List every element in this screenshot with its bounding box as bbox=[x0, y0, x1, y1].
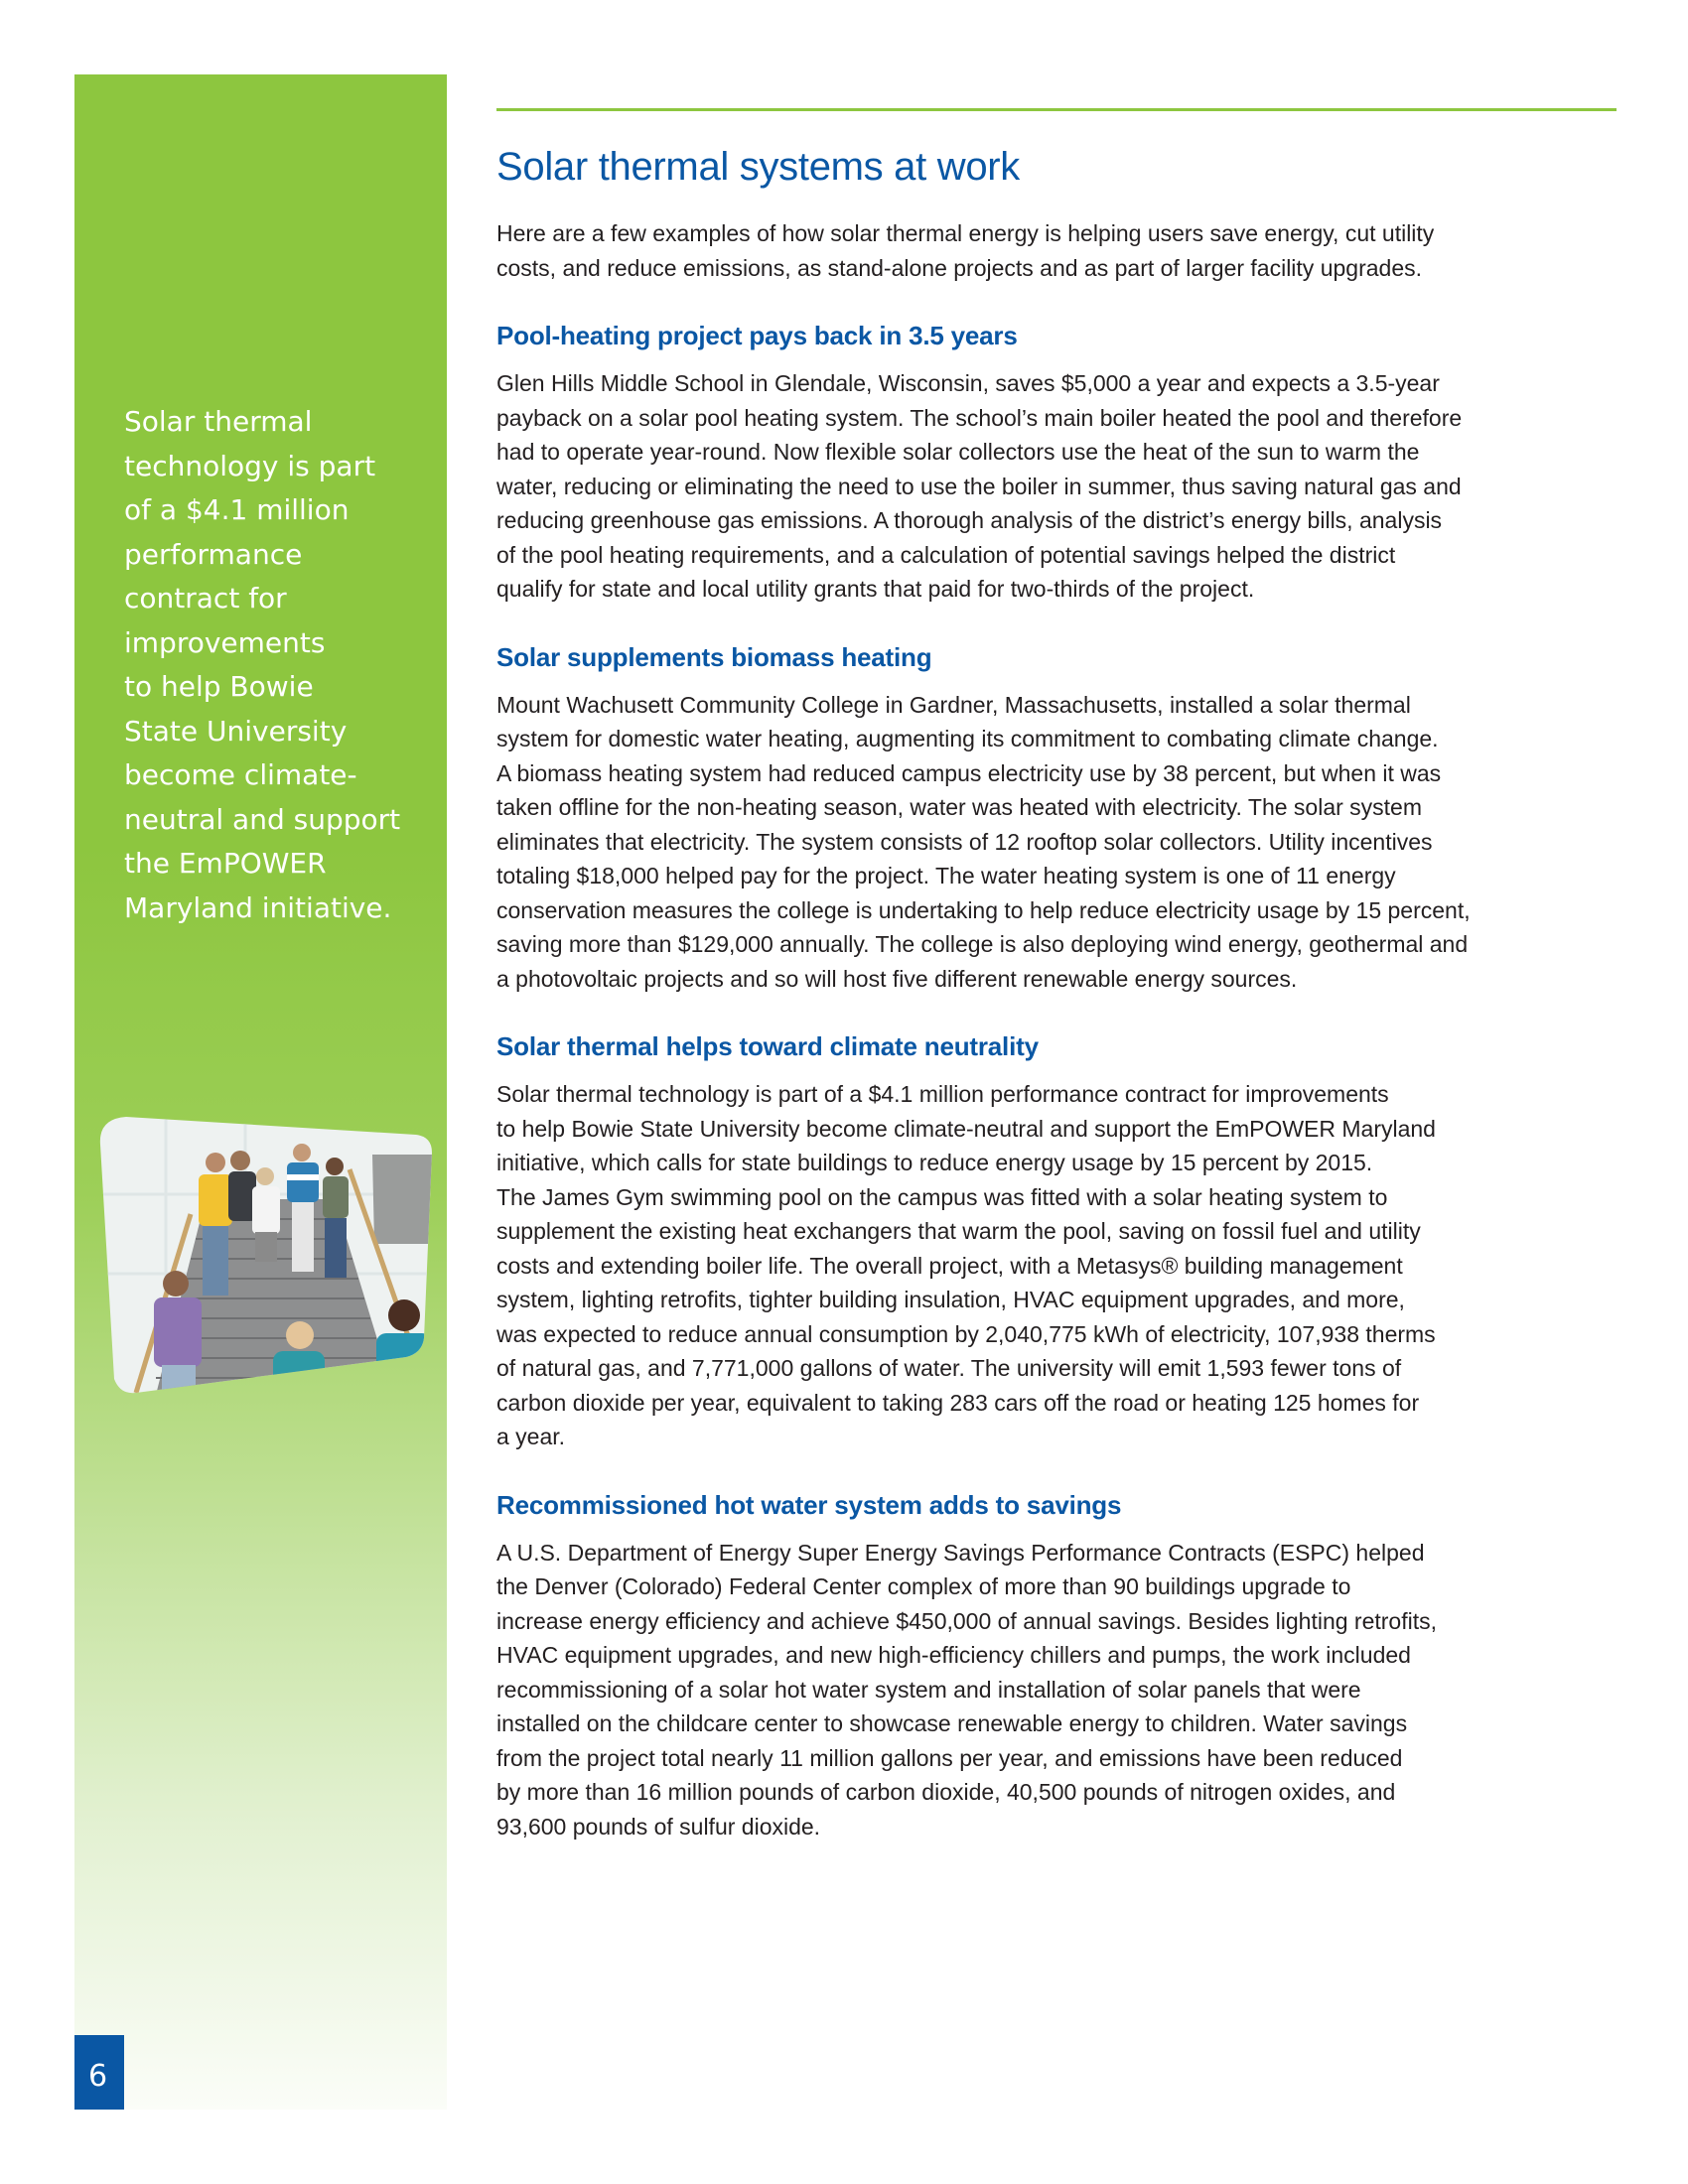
section-hot-water-recommissioning bbox=[496, 1488, 1617, 1844]
body-line: water, reducing or eliminating the need to use the boiler in summer, thus saving natural gas and bbox=[496, 473, 1462, 499]
pull-quote bbox=[124, 400, 422, 930]
body-line: of natural gas, and 7,771,000 gallons of water. The university will emit 1,593 fewer tons of bbox=[496, 1355, 1402, 1381]
body-line: costs and extending boiler life. The overall project, with a Metasys® building management bbox=[496, 1252, 1403, 1279]
sidebar-panel bbox=[74, 74, 447, 2110]
pull-quote-line: of a $4.1 million bbox=[124, 493, 350, 526]
section-climate-neutrality bbox=[496, 1029, 1617, 1454]
body-line: installed on the childcare center to showcase renewable energy to children. Water savings bbox=[496, 1710, 1408, 1736]
pull-quote-line: Solar thermal bbox=[124, 405, 313, 438]
body-line: the Denver (Colorado) Federal Center complex of more than 90 buildings upgrade to bbox=[496, 1573, 1351, 1599]
body-line: taken offline for the non-heating season, water was heated with electricity. The solar system bbox=[496, 794, 1422, 820]
body-line: eliminates that electricity. The system consists of 12 rooftop solar collectors. Utility incentives bbox=[496, 828, 1433, 855]
pull-quote-line: Maryland initiative. bbox=[124, 890, 392, 924]
section-heading: Pool-heating project pays back in 3.5 years bbox=[496, 321, 1018, 350]
body-line: had to operate year-round. Now flexible solar collectors use the heat of the sun to warm the bbox=[496, 439, 1420, 465]
body-line: system for domestic water heating, augmenting its commitment to combating climate change. bbox=[496, 726, 1439, 751]
pull-quote-line: to help Bowie bbox=[124, 670, 314, 703]
pull-quote-line: become climate- bbox=[124, 758, 357, 791]
body-line: Solar thermal technology is part of a $4.1 million performance contract for improvements bbox=[496, 1081, 1389, 1107]
intro-line: Here are a few examples of how solar thermal energy is helping users save energy, cut utility bbox=[496, 220, 1435, 246]
body-line: recommissioning of a solar hot water system and installation of solar panels that were bbox=[496, 1676, 1361, 1703]
section-body bbox=[496, 1077, 1617, 1454]
body-line: Glen Hills Middle School in Glendale, Wisconsin, saves $5,000 a year and expects a 3.5-year bbox=[496, 370, 1440, 396]
section-pool-heating bbox=[496, 319, 1617, 607]
body-line: from the project total nearly 11 million gallons per year, and emissions have been reduced bbox=[496, 1744, 1403, 1771]
body-line: The James Gym swimming pool on the campus was fitted with a solar heating system to bbox=[496, 1183, 1388, 1210]
body-line: of the pool heating requirements, and a calculation of potential savings helped the district bbox=[496, 541, 1396, 568]
body-line: a year. bbox=[496, 1424, 566, 1449]
body-line: conservation measures the college is undertaking to help reduce electricity usage by 15 percent, bbox=[496, 896, 1471, 923]
pull-quote-line: technology is part bbox=[124, 449, 376, 482]
section-heading: Solar thermal helps toward climate neutrality bbox=[496, 1031, 1039, 1061]
body-line: to help Bowie State University become climate-neutral and support the EmPOWER Maryland bbox=[496, 1115, 1436, 1142]
intro-line: costs, and reduce emissions, as stand-alone projects and as part of larger facility upgrades. bbox=[496, 254, 1422, 281]
section-heading: Recommissioned hot water system adds to savings bbox=[496, 1489, 1122, 1520]
body-line: supplement the existing heat exchangers that warm the pool, saving on fossil fuel and utility bbox=[496, 1218, 1421, 1244]
body-line: saving more than $129,000 annually. The college is also deploying wind energy, geothermal and bbox=[496, 931, 1469, 957]
section-biomass-heating bbox=[496, 640, 1617, 997]
students-staircase-photo bbox=[96, 1105, 436, 1395]
pull-quote-line: improvements bbox=[124, 625, 326, 659]
body-line: reducing greenhouse gas emissions. A thorough analysis of the district’s energy bills, analysis bbox=[496, 507, 1443, 533]
body-line: totaling $18,000 helped pay for the project. The water heating system is one of 11 energy bbox=[496, 863, 1396, 888]
page-title: Solar thermal systems at work bbox=[496, 145, 1021, 189]
body-line: 93,600 pounds of sulfur dioxide. bbox=[496, 1813, 821, 1840]
body-line: was expected to reduce annual consumption by 2,040,775 kWh of electricity, 107,938 therms bbox=[496, 1320, 1436, 1347]
top-divider-rule bbox=[496, 108, 1617, 111]
body-line: HVAC equipment upgrades, and new high-efficiency chillers and pumps, the work included bbox=[496, 1642, 1411, 1668]
pull-quote-line: performance bbox=[124, 537, 303, 571]
body-line: qualify for state and local utility grants that paid for two-thirds of the project. bbox=[496, 576, 1255, 602]
body-line: carbon dioxide per year, equivalent to taking 283 cars off the road or heating 125 homes for bbox=[496, 1389, 1420, 1416]
section-body bbox=[496, 1536, 1617, 1844]
pull-quote-line: State University bbox=[124, 714, 348, 748]
main-content bbox=[496, 139, 1617, 1843]
pull-quote-line: contract for bbox=[124, 582, 287, 614]
body-line: payback on a solar pool heating system. The school’s main boiler heated the pool and therefore bbox=[496, 404, 1463, 431]
intro-paragraph bbox=[496, 216, 1617, 285]
section-body bbox=[496, 366, 1617, 607]
page-number: 6 bbox=[74, 2035, 124, 2110]
body-line: by more than 16 million pounds of carbon dioxide, 40,500 pounds of nitrogen oxides, and bbox=[496, 1779, 1396, 1805]
body-line: Mount Wachusett Community College in Gardner, Massachusetts, installed a solar thermal bbox=[496, 691, 1411, 718]
section-heading: Solar supplements biomass heating bbox=[496, 641, 932, 672]
body-line: system, lighting retrofits, tighter building insulation, HVAC equipment upgrades, and more, bbox=[496, 1287, 1405, 1312]
section-body bbox=[496, 688, 1617, 997]
body-line: a photovoltaic projects and so will host five different renewable energy sources. bbox=[496, 965, 1298, 992]
body-line: increase energy efficiency and achieve $450,000 of annual savings. Besides lighting retrofits, bbox=[496, 1607, 1437, 1634]
body-line: A biomass heating system had reduced campus electricity use by 38 percent, but when it was bbox=[496, 759, 1442, 786]
pull-quote-line: the EmPOWER bbox=[124, 847, 327, 880]
body-line: initiative, which calls for state buildings to reduce energy usage by 15 percent by 2015. bbox=[496, 1150, 1373, 1175]
body-line: A U.S. Department of Energy Super Energy Savings Performance Contracts (ESPC) helped bbox=[496, 1539, 1425, 1566]
pull-quote-line: neutral and support bbox=[124, 802, 401, 836]
